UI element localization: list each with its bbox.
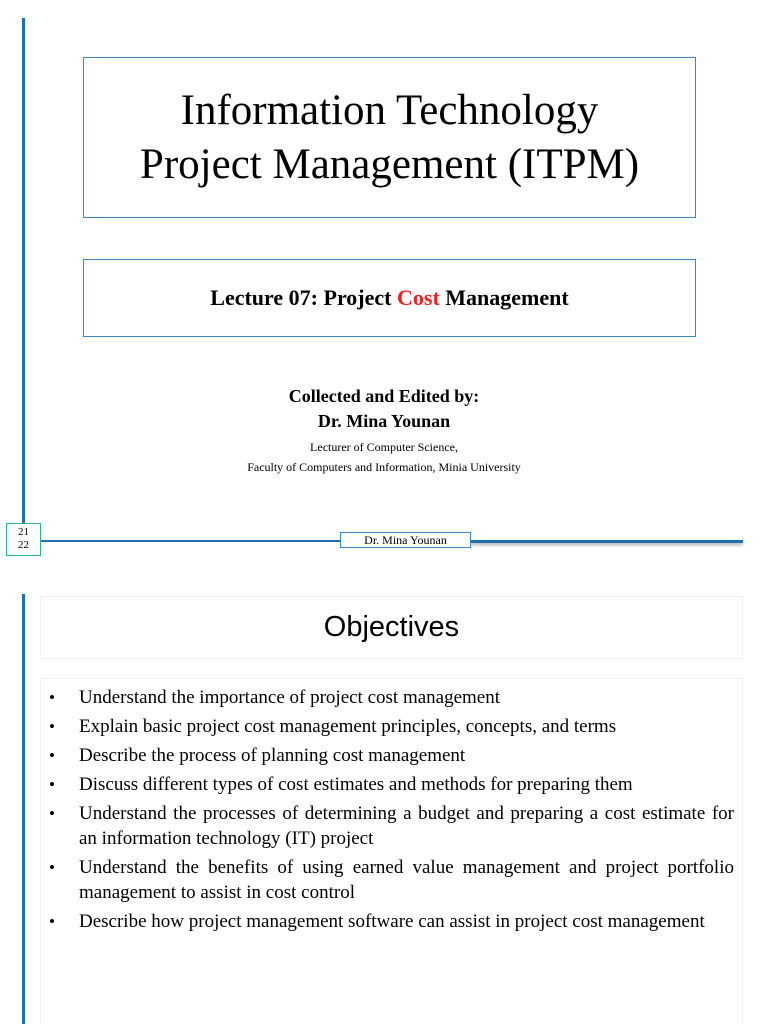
list-item: [49, 772, 734, 797]
list-item-text: Describe the process of planning cost management: [79, 745, 466, 766]
list-item: [49, 855, 734, 905]
page-number-top: 21: [18, 526, 29, 538]
left-accent-line-2: [22, 594, 25, 1024]
bullet-icon: •: [49, 912, 55, 931]
bullet-icon: •: [49, 858, 55, 877]
list-item: [49, 714, 734, 739]
list-item-text: Discuss different types of cost estimates and methods for preparing them: [79, 774, 633, 795]
list-item-text: Understand the importance of project cost management: [79, 687, 501, 708]
list-item-text: Explain basic project cost management principles, concepts, and terms: [79, 716, 617, 737]
objectives-body-box: [40, 678, 743, 1024]
list-item: [49, 743, 734, 768]
lecture-title-suffix: Management: [439, 285, 569, 310]
bullet-icon: •: [49, 717, 55, 736]
footer-rule-right: [471, 540, 743, 543]
course-title-line-1: Information Technology: [180, 86, 599, 134]
list-item-text: Understand the benefits of using earned value management and project portfolio management to assist in cost control: [79, 857, 734, 903]
list-item: [49, 685, 734, 710]
list-item-text: Describe how project management software can assist in project cost management: [79, 911, 705, 932]
author-name: Dr. Mina Younan: [317, 411, 451, 431]
list-item-text: Understand the processes of determining a budget and preparing a cost estimate for an information technology (IT) project: [79, 803, 734, 849]
footer-rule-left: [41, 540, 341, 542]
course-title-line-2: Project Management (ITPM): [139, 140, 640, 188]
objectives-list: [41, 679, 742, 934]
lecture-title-box: [83, 259, 696, 337]
author-affiliation: Faculty of Computers and Information, Minia University: [247, 460, 521, 474]
page-number-bottom: 22: [18, 539, 29, 551]
objectives-title-box: [40, 596, 743, 659]
bullet-icon: •: [49, 746, 55, 765]
objectives-slide: [0, 576, 768, 1024]
lecture-title-prefix: Lecture 07: Project: [210, 285, 397, 310]
page-number-box: [6, 523, 41, 556]
bullet-icon: •: [49, 775, 55, 794]
list-item: [49, 801, 734, 851]
lecture-title-accent: Cost: [397, 285, 440, 310]
bullet-icon: •: [49, 804, 55, 823]
objectives-title: Objectives: [323, 611, 460, 643]
course-title-box: [83, 57, 696, 218]
list-item: [49, 909, 734, 934]
author-role: Lecturer of Computer Science,: [310, 440, 458, 454]
collected-by-label: Collected and Edited by:: [288, 386, 480, 406]
bullet-icon: •: [49, 688, 55, 707]
footer-author-label: Dr. Mina Younan: [340, 532, 471, 548]
